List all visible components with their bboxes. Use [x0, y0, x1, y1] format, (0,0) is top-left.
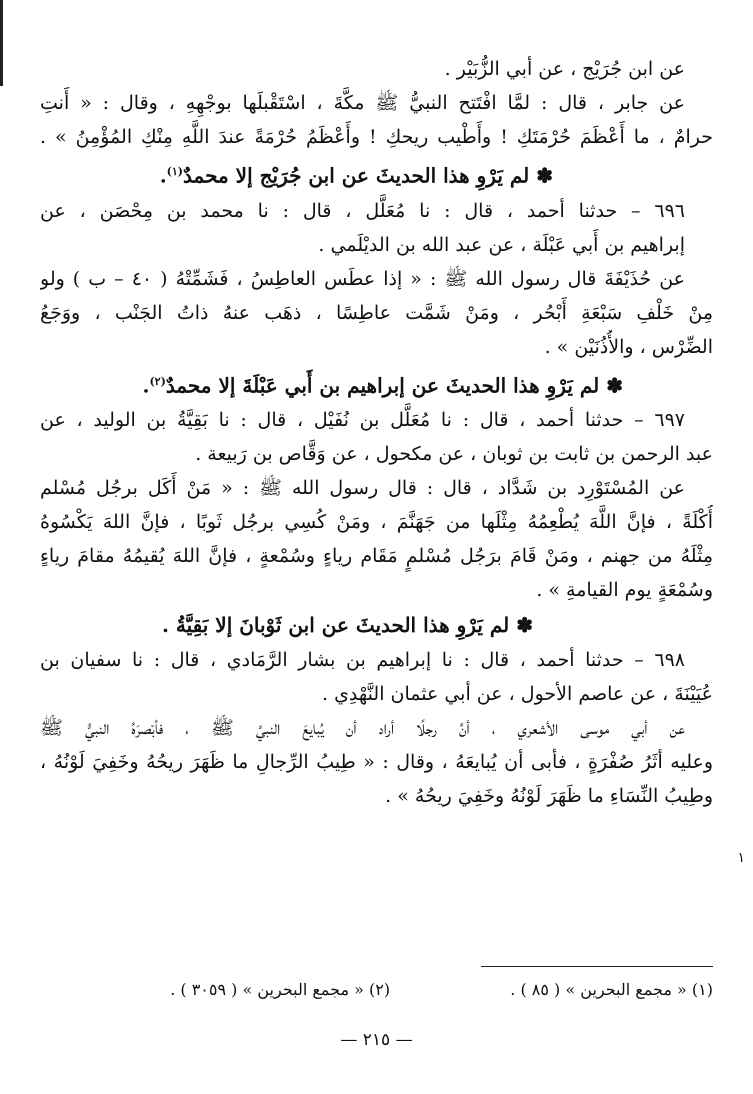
- text-line: عبد الرحمن بن ثابت بن ثوبان ، عن مكحول ، عن وَقَّاص بن رَبيعة .: [195, 443, 713, 466]
- hadith-line: ٦٩٦ – حدثنا أحمد ، قال : نا مُعَلَّل ، قال : نا محمد بن مِحْصَن ، عن: [40, 199, 685, 222]
- footnote-marker: (٢): [149, 374, 166, 388]
- hadith-note-heading: ✽ لم يَرْوِ هذا الحديثَ عن ابن جُرَيْج إلا محمدٌ$^{(١)}$.: [159, 163, 553, 188]
- text-line: عن المُسْتَوْرِد بن شَدَّاد ، قال : قال رسول الله ﷺ : « مَنْ أَكَل برجُل مُسْلم: [40, 477, 685, 500]
- hadith-line: ٦٩٨ – حدثنا أحمد ، قال : نا إبراهيم بن بشار الرَّمَادي ، قال : نا سفيان بن: [40, 649, 685, 672]
- text-line: عن ابن جُرَيْج ، عن أبي الزُّبَيْر .: [444, 58, 685, 80]
- text-line: حرامٌ ، ما أَعْظَمَ حُرْمَتَكِ ! وأَطْيب ريحكِ ! وأَعْظَمُ حُرْمَةً عندَ اللَّهِ مِنْكِ المُؤْمِنُ » .: [40, 126, 713, 148]
- text-line: مِنْ خَلْفِ سَبْعَةِ أَبْحُر ، ومَنْ شَمَّت عاطِسًا ، ذهَب عنهُ ذاتُ الجَنْب ، ووَجَعُ: [40, 301, 713, 324]
- heading-text: ✽ لم يَرْوِ هذا الحديثَ عن إبراهيم بن أَبي عَبْلَةَ إلا محمدٌ: [165, 373, 623, 398]
- text-line: الضِّرْس ، والأُذُنَيْن » .: [544, 335, 713, 358]
- text-line: إبراهيم بن أَبي عَبْلَة ، عن عبد الله بن الديْلَمي .: [318, 233, 685, 256]
- text-line: عن حُذَيْفَةَ قال رسول الله ﷺ : « إذا عطَس العاطِسُ ، فَشَمِّتْهُ ( ٤٠ – ب ) ولو: [40, 267, 685, 290]
- footnote-1: (١) « مجمع البحرين » ( ٨٥ ) .: [510, 980, 713, 999]
- margin-mark: ١: [737, 850, 745, 866]
- text-line: عُيَيْنَةَ ، عن عاصم الأحول ، عن أبي عثمان النَّهْدِي .: [321, 683, 713, 706]
- text-line: مِثْلَهُ من جهنم ، ومَنْ قَامَ برَجُل مُسْلمٍ مَقَام رياءٍ وسُمْعةٍ ، فإنَّ اللهَ يُقيمُهُ مقامَ رياءٍ: [40, 545, 713, 568]
- text-line: وعليه أثَرُ صُفْرَةٍ ، فأبى أن يُبايعَهُ ، وقال : « طِيبُ الرِّجالِ ما ظَهَرَ ريحُهُ وخَفِيَ لَوْنُهُ ،: [40, 751, 713, 774]
- footnote-divider: [481, 966, 713, 967]
- margin-rule: [0, 0, 3, 86]
- hadith-line: ٦٩٧ – حدثنا أحمد ، قال : نا مُعَلَّل بن نُفَيْل ، قال : نا بَقِيَّةُ بن الوليد ، عن: [40, 409, 685, 432]
- hadith-note-heading: ✽ لم يَرْوِ هذا الحديثَ عن ابن ثَوْبانَ إلا بَقِيَّةُ .: [161, 613, 533, 638]
- text-line: وطِيبُ النِّسَاءِ ما ظَهَرَ لَوْنُهُ وخَفِيَ ريحُهُ » .: [385, 785, 713, 808]
- text-line: عن جابر ، قال : لمَّا افْتَتح النبيُّ ﷺ مكَّةَ ، اسْتَقْبلَها بوجْهِهِ ، وقال : « أَنتِ: [40, 92, 685, 114]
- text-line: أُكْلَةً ، فإنَّ اللَّهَ يُطْعِمُهُ مِثْلَها من جَهَنَّمَ ، ومَنْ كُسِي برجُل ثَوبًا ، فإنَّ اللهَ يَكْسُوهُ: [40, 511, 713, 534]
- heading-text: ✽ لم يَرْوِ هذا الحديثَ عن ابن جُرَيْج إلا محمدٌ: [183, 163, 553, 188]
- footnote-marker: (١): [166, 165, 184, 178]
- hadith-note-heading: ✽ لم يَرْوِ هذا الحديثَ عن إبراهيم بن أَبي عَبْلَةَ إلا محمدٌ$^{(٢)}$.: [142, 373, 623, 398]
- footnote-2: (٢) « مجمع البحرين » ( ٣٠٥٩ ) .: [170, 980, 391, 999]
- page-body: [40, 52, 713, 813]
- page-number: — ٢١٥ —: [340, 1030, 413, 1050]
- footnotes: [40, 978, 713, 1002]
- text-line: عن أبي موسى الأشعري ، أنَّ رجلًا أراد أن يُبايعَ النبيَّ ﷺ ، فأبْصرَهُ النبيُّ ﷺ: [40, 717, 685, 740]
- text-line: وسُمْعَةٍ يوم القيامةِ » .: [536, 579, 713, 602]
